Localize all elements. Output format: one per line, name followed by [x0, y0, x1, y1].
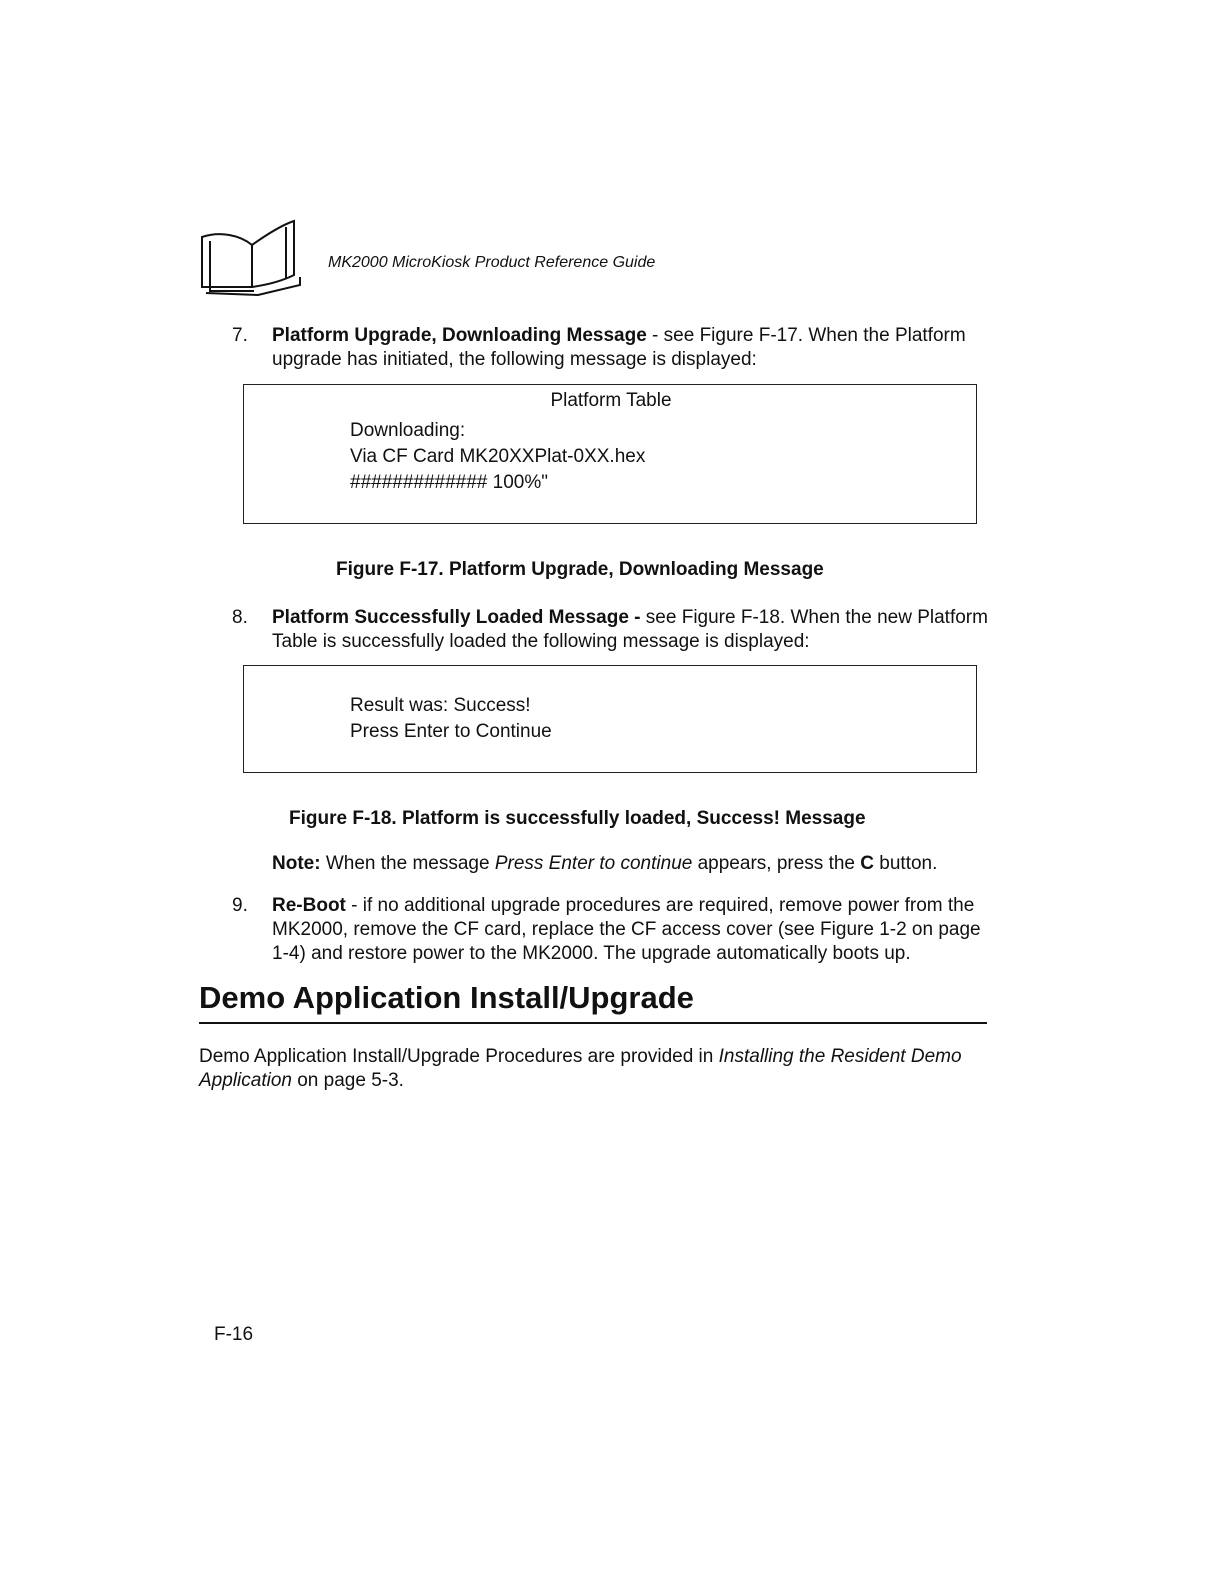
figure-caption-f18: Figure F-18. Platform is successfully loaded, Success! Message [289, 808, 866, 829]
message-line: Via CF Card MK20XXPlat-0XX.hex [350, 446, 646, 467]
step-9 [232, 894, 992, 966]
message-line: Press Enter to Continue [350, 721, 552, 742]
section-paragraph [199, 1045, 999, 1093]
step-number: 9. [232, 895, 248, 916]
paragraph-text: on page 5-3. [291, 1070, 404, 1091]
message-line: ############# 100%" [350, 472, 548, 493]
step-number: 7. [232, 325, 248, 346]
section-heading: Demo Application Install/Upgrade [199, 980, 694, 1015]
message-line: Result was: Success! [350, 695, 531, 716]
message-line: Downloading: [350, 420, 466, 441]
step-title: Re-Boot [272, 895, 346, 916]
note-label: Note: [272, 853, 321, 874]
message-box-success [243, 665, 977, 773]
message-title: Platform Table [550, 390, 672, 411]
note-text: When the message [320, 853, 495, 874]
step-title: Platform Successfully Loaded Message - [272, 607, 641, 628]
note-text: button. [874, 853, 938, 874]
step-title: Platform Upgrade, Downloading Message [272, 325, 647, 346]
step-8 [232, 606, 992, 654]
book-icon [196, 215, 308, 299]
note-emphasis: Press Enter to continue [494, 853, 693, 874]
heading-rule [199, 1022, 987, 1024]
note [272, 853, 937, 875]
page-number: F-16 [214, 1324, 254, 1345]
note-text: appears, press the [692, 853, 861, 874]
cross-reference: Installing the Resident Demo Application [199, 1046, 962, 1091]
figure-caption-f17: Figure F-17. Platform Upgrade, Downloading Message [336, 559, 824, 580]
running-header-title: MK2000 MicroKiosk Product Reference Guide [328, 254, 656, 271]
step-7 [232, 324, 992, 372]
step-text: see Figure F-18. When the new Platform Table is successfully loaded the following message is displayed: [272, 607, 988, 652]
message-box-downloading [243, 384, 977, 524]
paragraph-text: Demo Application Install/Upgrade Procedures are provided in [199, 1046, 719, 1067]
step-text: - see Figure F-17. When the Platform upgrade has initiated, the following message is displayed: [272, 325, 966, 370]
note-button-name: C [860, 853, 874, 874]
step-number: 8. [232, 607, 248, 628]
step-text: - if no additional upgrade procedures are required, remove power from the MK2000, remove the CF card, replace the CF access cover (see Figure 1-2 on page 1-4) and restore power to the MK2000. The upgrade automatically boots up. [272, 895, 981, 964]
